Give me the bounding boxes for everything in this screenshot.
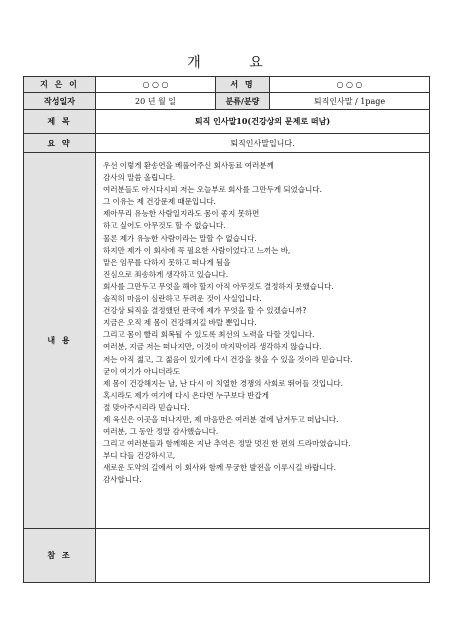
summary-row xyxy=(24,134,430,153)
content-line: 감사합니다. xyxy=(103,475,142,485)
date-row xyxy=(24,93,430,110)
content-body xyxy=(96,153,430,529)
signature-label: 서 명 xyxy=(216,77,270,93)
signature-value: ○ ○ ○ xyxy=(270,77,430,93)
summary-label: 요 약 xyxy=(24,134,96,153)
reference-row xyxy=(24,529,430,583)
author-row xyxy=(24,77,430,93)
author-label: 지 은 이 xyxy=(24,77,96,93)
summary-value: 퇴직인사말입니다. xyxy=(96,134,430,153)
date-value: 20 년 월 일 xyxy=(96,93,216,110)
content-line: 진심으로 죄송하게 생각하고 있습니다. xyxy=(103,269,229,279)
content-label: 내 용 xyxy=(24,153,96,529)
content-line: 물론 제가 유능한 사람이라는 말할 수 없습니다. xyxy=(103,233,257,243)
subject-value: 퇴직 인사말10(건강상의 문제로 떠남) xyxy=(96,110,430,134)
content-line: 하고 싶어도 아무것도 할 수 없습니다. xyxy=(103,221,226,231)
reference-value xyxy=(96,529,430,583)
category-value: 퇴직인사말 / 1page xyxy=(270,93,430,110)
author-value: ○ ○ ○ xyxy=(96,77,216,93)
date-label: 작성일자 xyxy=(24,93,96,110)
content-line: 감사의 말씀 올립니다. xyxy=(103,173,176,183)
content-line: 여러분, 지금 저는 떠나지만, 이것이 마지막이라 생각하지 않습니다. xyxy=(103,342,322,352)
content-line: 제 육신은 이곳을 떠나지만, 제 마음만은 여러분 곁에 남겨두고 떠납니다. xyxy=(103,414,339,424)
content-line: 그리고 몸이 빨리 회복될 수 있도록 최선의 노력을 다할 것입니다. xyxy=(103,330,315,340)
reference-label: 참 조 xyxy=(24,529,96,583)
content-line: 지금은 오직 제 몸이 건강해지길 바랄 뿐입니다. xyxy=(103,318,257,328)
content-line: 제아무리 유능한 사람일지라도 몸이 좋지 못하면 xyxy=(103,209,260,219)
content-line: 제 몸이 건강해지는 날, 난 다시 이 치열한 경쟁의 사회로 뛰어들 것입니다. xyxy=(103,378,343,388)
subject-label: 제 목 xyxy=(24,110,96,134)
content-line: 우선 이렇게 환송연을 베풀어주신 회사동료 여러분께 xyxy=(103,161,274,170)
content-line: 혹시라도 제가 여기에 다시 온다면 누구보다 반갑게 xyxy=(103,390,269,400)
content-line: 여러분, 그 동안 정말 감사했습니다. xyxy=(103,427,219,437)
document-title: 개 요 xyxy=(187,55,285,71)
content-line: 여러분들도 아시다시피 저는 오늘부로 회사를 그만두게 되었습니다. xyxy=(103,185,322,195)
content-line: 저는 아직 젊고, 그 젊음이 있기에 다시 건강을 찾을 수 있을 것이라 믿습니다. xyxy=(103,354,353,364)
subject-row xyxy=(24,110,430,134)
content-line: 하지만 제가 이 회사에 꼭 필요한 사람이었다고 느끼는 바, xyxy=(103,245,291,255)
content-line: 건강상 퇴직을 결정했던 판국에 제가 무엇을 할 수 있겠습니까? xyxy=(103,306,307,316)
content-line: 굳이 여기가 아니더라도 xyxy=(103,366,180,376)
content-line: 부디 다들 건강하시고, xyxy=(103,451,176,461)
content-line: 그 이유는 제 건강문제 때문입니다. xyxy=(103,197,216,207)
category-label: 분류/분량 xyxy=(216,93,270,110)
content-line: 솔직히 마음이 심란하고 두려운 것이 사실입니다. xyxy=(103,294,262,304)
content-line: 그리고 여러분들과 함께해온 지난 추억은 정말 멋진 한 편의 드라마였습니다. xyxy=(103,439,351,449)
content-line: 새로운 도약의 길에서 이 회사와 함께 무궁한 발전을 이루시길 바랍니다. xyxy=(103,463,336,473)
overview-form xyxy=(23,76,430,583)
content-row xyxy=(24,153,430,529)
content-line: 회사를 그만두고 무엇을 해야 할지 아직 아무것도 결정하지 못했습니다. xyxy=(103,281,334,291)
content-line: 절 맞아주시리라 믿습니다. xyxy=(103,402,190,412)
content-line: 맡은 임무를 다하지 못하고 떠나게 됨을 xyxy=(103,257,231,267)
